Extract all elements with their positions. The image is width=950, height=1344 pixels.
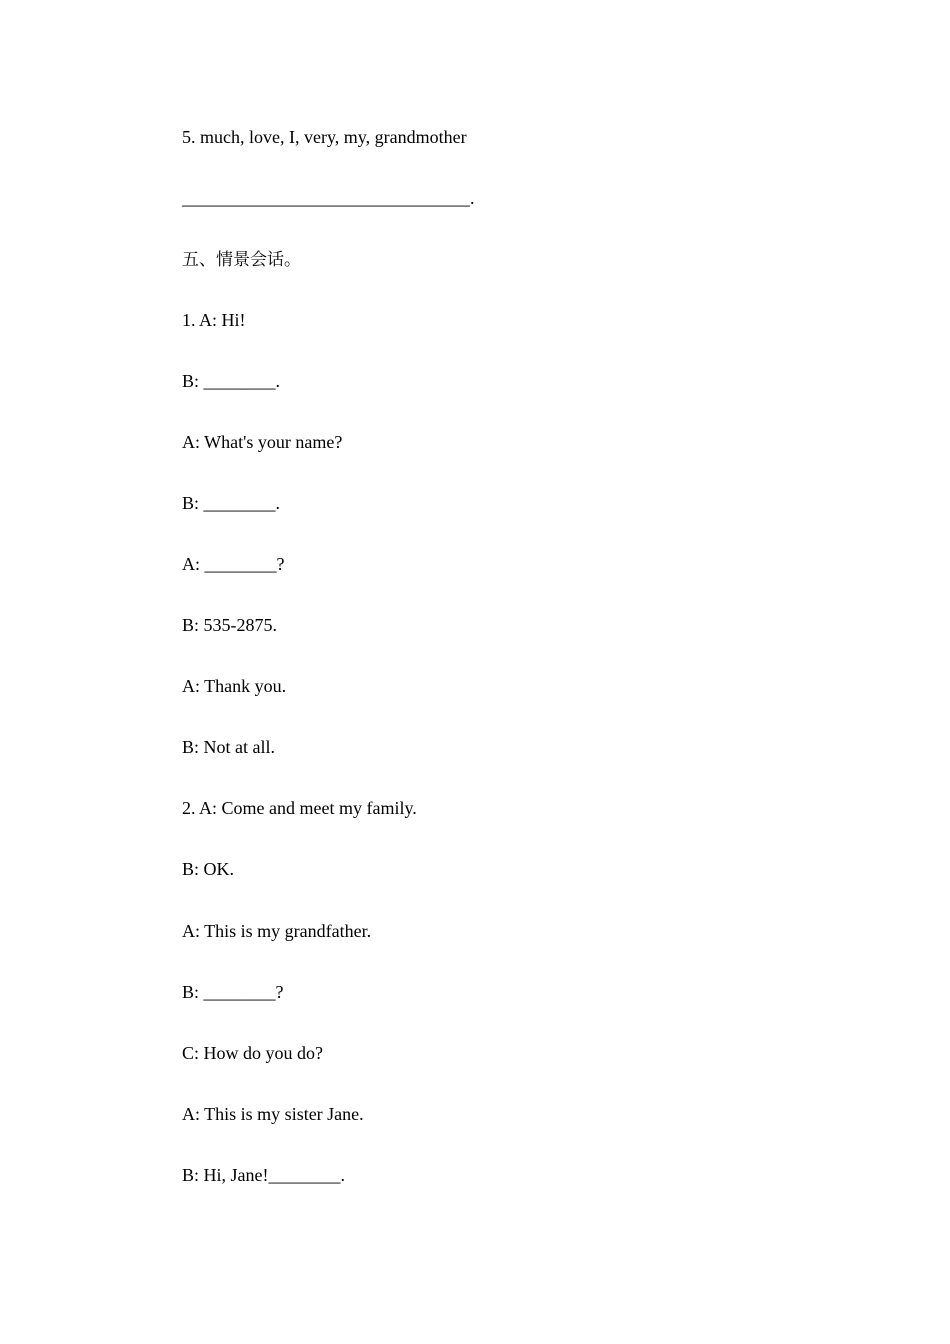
dialogue-1-line: A: ________? xyxy=(182,554,285,574)
dialogue-1-line: A: Thank you. xyxy=(182,676,287,696)
dialogue-1-line: A: What's your name? xyxy=(182,432,343,452)
question-5-prompt: 5. much, love, I, very, my, grandmother xyxy=(182,127,467,147)
dialogue-2-line: A: This is my sister Jane. xyxy=(182,1104,364,1124)
dialogue-2-line: A: This is my grandfather. xyxy=(182,921,372,941)
section-five-title: 五、情景会话。 xyxy=(182,250,301,270)
dialogue-1-line: B: Not at all. xyxy=(182,737,275,757)
dialogue-2-line: B: Hi, Jane!________. xyxy=(182,1165,345,1185)
question-5-answer-blank: ________________________________. xyxy=(182,188,475,208)
dialogue-2-line: C: How do you do? xyxy=(182,1043,323,1063)
dialogue-2-line: 2. A: Come and meet my family. xyxy=(182,798,417,818)
dialogue-1-line: B: 535-2875. xyxy=(182,615,278,635)
dialogue-1-line: 1. A: Hi! xyxy=(182,310,246,330)
dialogue-2-line: B: ________? xyxy=(182,982,284,1002)
dialogue-1-line: B: ________. xyxy=(182,371,281,391)
dialogue-1-line: B: ________. xyxy=(182,493,281,513)
dialogue-2-line: B: OK. xyxy=(182,859,235,879)
